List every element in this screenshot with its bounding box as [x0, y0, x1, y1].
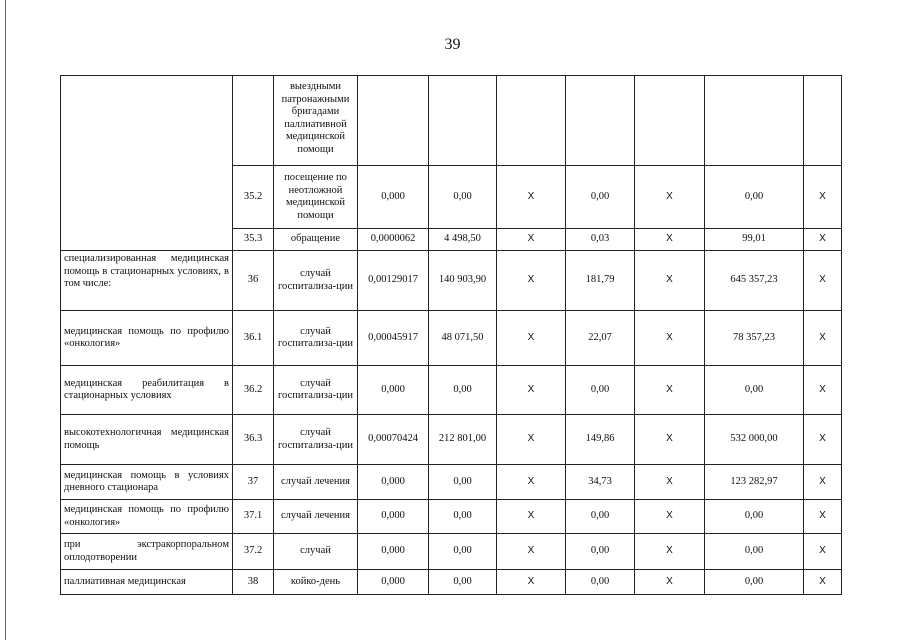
table-row	[61, 500, 842, 534]
row-code: 38	[233, 570, 274, 595]
row-unit: случай	[274, 534, 358, 570]
row-col6: Х	[497, 229, 566, 251]
row-col10: Х	[804, 570, 842, 595]
row-norm: 0,000	[358, 465, 429, 500]
row-code: 36.2	[233, 366, 274, 415]
row-unit: выездными патронажными бригадами паллиативной медицинской помощи	[274, 76, 358, 166]
table-row	[61, 465, 842, 500]
row-col7: 0,00	[566, 500, 635, 534]
row-unit: случай госпитализа-ции	[274, 415, 358, 465]
row-code: 37.1	[233, 500, 274, 534]
row-unit: обращение	[274, 229, 358, 251]
row-code: 37	[233, 465, 274, 500]
row-col9: 123 282,97	[705, 465, 804, 500]
row-norm: 0,000	[358, 166, 429, 229]
row-unit: посещение по неотложной медицинской помощи	[274, 166, 358, 229]
row-col10: Х	[804, 465, 842, 500]
row-name: медицинская помощь по профилю «онкология»	[61, 311, 233, 366]
row-unit: случай госпитализа-ции	[274, 311, 358, 366]
row-norm: 0,000	[358, 366, 429, 415]
row-name: медицинская помощь в условиях дневного стационара	[61, 465, 233, 500]
row-norm: 0,000	[358, 534, 429, 570]
table-row	[61, 366, 842, 415]
row-col6: Х	[497, 465, 566, 500]
row-unit: койко-день	[274, 570, 358, 595]
row-name: медицинская помощь по профилю «онкология»	[61, 500, 233, 534]
row-col8: Х	[635, 229, 705, 251]
page-number: 39	[444, 36, 461, 53]
table-row	[61, 76, 842, 166]
row-cost: 0,00	[429, 534, 497, 570]
row-col8: Х	[635, 251, 705, 311]
table-row	[61, 311, 842, 366]
row-col8	[635, 76, 705, 166]
row-col10: Х	[804, 534, 842, 570]
row-col9: 99,01	[705, 229, 804, 251]
row-cost: 48 071,50	[429, 311, 497, 366]
row-col10: Х	[804, 166, 842, 229]
row-code: 36.3	[233, 415, 274, 465]
row-code: 36.1	[233, 311, 274, 366]
row-name: медицинская реабилитация в стационарных условиях	[61, 366, 233, 415]
row-cost: 140 903,90	[429, 251, 497, 311]
row-col9: 0,00	[705, 500, 804, 534]
row-cost: 212 801,00	[429, 415, 497, 465]
row-code: 37.2	[233, 534, 274, 570]
row-norm: 0,0000062	[358, 229, 429, 251]
row-col9: 0,00	[705, 166, 804, 229]
row-name	[61, 76, 233, 251]
row-col7: 0,00	[566, 534, 635, 570]
row-col7: 0,03	[566, 229, 635, 251]
row-col7: 149,86	[566, 415, 635, 465]
row-col6: Х	[497, 311, 566, 366]
row-col6: Х	[497, 366, 566, 415]
row-unit: случай лечения	[274, 465, 358, 500]
row-col10: Х	[804, 229, 842, 251]
row-col9: 78 357,23	[705, 311, 804, 366]
row-norm: 0,000	[358, 500, 429, 534]
row-col6: Х	[497, 251, 566, 311]
row-col10: Х	[804, 311, 842, 366]
row-unit: случай госпитализа-ции	[274, 251, 358, 311]
row-col7: 22,07	[566, 311, 635, 366]
row-col8: Х	[635, 166, 705, 229]
row-cost: 0,00	[429, 465, 497, 500]
table-row	[61, 415, 842, 465]
row-name: при экстракорпоральном оплодотворении	[61, 534, 233, 570]
row-col8: Х	[635, 366, 705, 415]
row-name: высокотехнологичная медицинская помощь	[61, 415, 233, 465]
row-col10: Х	[804, 500, 842, 534]
row-norm: 0,00070424	[358, 415, 429, 465]
row-norm: 0,000	[358, 570, 429, 595]
row-name: специализированная медицинская помощь в стационарных условиях, в том числе:	[61, 251, 233, 311]
row-col8: Х	[635, 311, 705, 366]
row-code	[233, 76, 274, 166]
row-col8: Х	[635, 534, 705, 570]
row-col8: Х	[635, 500, 705, 534]
row-col6: Х	[497, 500, 566, 534]
row-cost: 4 498,50	[429, 229, 497, 251]
row-col10: Х	[804, 415, 842, 465]
row-norm	[358, 76, 429, 166]
row-col7: 0,00	[566, 166, 635, 229]
row-cost: 0,00	[429, 570, 497, 595]
row-col6: Х	[497, 570, 566, 595]
row-col10: Х	[804, 366, 842, 415]
row-col6: Х	[497, 166, 566, 229]
row-col9: 0,00	[705, 534, 804, 570]
row-col10: Х	[804, 251, 842, 311]
table-row	[61, 570, 842, 595]
row-col7	[566, 76, 635, 166]
table-row	[61, 251, 842, 311]
row-code: 36	[233, 251, 274, 311]
row-norm: 0,00045917	[358, 311, 429, 366]
row-cost: 0,00	[429, 500, 497, 534]
page-left-edge	[5, 0, 6, 640]
row-norm: 0,00129017	[358, 251, 429, 311]
row-col8: Х	[635, 570, 705, 595]
row-col9: 0,00	[705, 570, 804, 595]
norms-table	[60, 75, 842, 595]
row-col9: 645 357,23	[705, 251, 804, 311]
row-col7: 34,73	[566, 465, 635, 500]
row-col10	[804, 76, 842, 166]
row-col7: 181,79	[566, 251, 635, 311]
row-cost	[429, 76, 497, 166]
row-code: 35.2	[233, 166, 274, 229]
row-col6: Х	[497, 534, 566, 570]
row-col7: 0,00	[566, 366, 635, 415]
row-col8: Х	[635, 465, 705, 500]
row-col9: 0,00	[705, 366, 804, 415]
table-row	[61, 534, 842, 570]
row-name: паллиативная медицинская	[61, 570, 233, 595]
row-col9: 532 000,00	[705, 415, 804, 465]
row-cost: 0,00	[429, 366, 497, 415]
row-unit: случай госпитализа-ции	[274, 366, 358, 415]
row-cost: 0,00	[429, 166, 497, 229]
row-col8: Х	[635, 415, 705, 465]
row-col6	[497, 76, 566, 166]
row-col7: 0,00	[566, 570, 635, 595]
row-unit: случай лечения	[274, 500, 358, 534]
row-col9	[705, 76, 804, 166]
row-col6: Х	[497, 415, 566, 465]
row-code: 35.3	[233, 229, 274, 251]
